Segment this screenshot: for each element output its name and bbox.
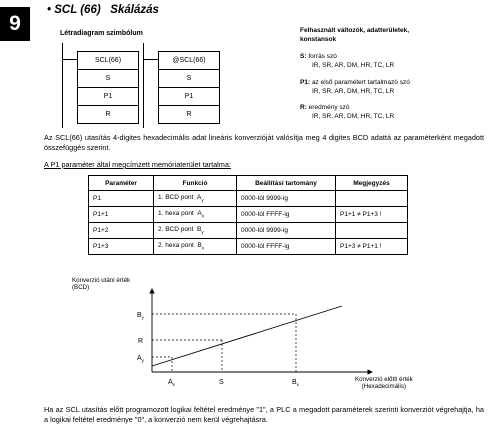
ladder-cell-s: S [78, 70, 138, 88]
cell-function: 1. hexa pont $A_x$ [154, 207, 237, 223]
cell-range: 0000-tól FFFF-ig [237, 207, 336, 223]
ladder-cell-r: R [159, 106, 219, 124]
variable-desc: az első paramétert tartalmazó szó [311, 78, 410, 86]
cell-range: 0000-tól 9999-ig [237, 191, 336, 207]
execution-condition-paragraph: Ha az SCL utasítás előtt programozott logikai feltétel eredménye "1", a PLC a megadott paraméterek szerinti konverziót végrehajtja, ha a logikai feltétel eredménye "0", a konverzió nem kerül végrehajtásra. [44, 405, 484, 424]
cell-note: P1+3 ≠ P1+1 ! [336, 239, 408, 255]
cell-function: 2. hexa pont $B_x$ [154, 239, 237, 255]
page-number-tab: 9 [0, 7, 30, 41]
cell-param: P1 [89, 191, 154, 207]
cell-range: 0000-tól 9999-ig [237, 223, 336, 239]
variables-heading: Felhasznált változók, adatterületek, konstansok [300, 27, 410, 43]
ladder-cell-instruction: @SCL(66) [159, 52, 219, 70]
column-header: Megjegyzés [336, 176, 408, 191]
cell-range: 0000-tól FFFF-ig [237, 239, 336, 255]
ladder-heading: Létradiagram szimbólum [60, 30, 143, 37]
column-header: Funkció [154, 176, 237, 191]
heading-name: Skálázás [110, 4, 159, 16]
variable-desc: forrás szó [308, 53, 337, 61]
x-label-bx: $B_x$ [292, 379, 299, 387]
y-label-r: R [138, 338, 144, 345]
cell-param: P1+2 [89, 223, 154, 239]
cell-function: 2. BCD pont $B_y$ [154, 223, 237, 239]
variable-areas: IR, SR, AR, DM, HR, TC, LR [312, 62, 395, 70]
variable-desc: eredmény szó [308, 104, 350, 112]
cell-param: P1+3 [89, 239, 154, 255]
cell-note: P1+1 ≠ P1+3 ! [336, 207, 408, 223]
x-axis-caption: Konverzió előtti érték (Hexadecimális) [355, 376, 413, 391]
ladder-cell-p1: P1 [78, 88, 138, 106]
column-header: Paraméter [89, 176, 154, 191]
cell-function: 1. BCD pont $A_y$ [154, 191, 237, 207]
x-label-s: S [219, 379, 224, 386]
ladder-cell-instruction: SCL(66) [78, 52, 138, 70]
variable-areas: IR, SR, AR, DM, HR, TC, LR [312, 112, 395, 120]
variable-label: R: [300, 104, 307, 112]
variable-label: P1: [300, 78, 311, 86]
heading-bullet: • [47, 4, 52, 16]
y-axis-caption: Konverzió utáni érték (BCD) [72, 277, 131, 292]
column-header: Beállítási tartomány [237, 176, 336, 191]
param-area-title: A P1 paraméter által megcímzett memóriaterület tartalma: [44, 160, 231, 169]
variable-areas: IR, SR, AR, DM, HR, TC, LR [312, 87, 395, 95]
x-label-ax: $A_x$ [168, 379, 175, 387]
y-label-ay: $A_y$ [137, 355, 144, 363]
cell-param: P1+1 [89, 207, 154, 223]
ladder-cell-p1: P1 [159, 88, 219, 106]
y-label-by: $B_y$ [137, 312, 144, 320]
ladder-cell-s: S [159, 70, 219, 88]
ladder-cell-r: R [78, 106, 138, 124]
variable-label: S: [300, 53, 307, 61]
intro-paragraph: Az SCL(66) utasítás 4-digites hexadecimális adat lineáris konverzióját valósítja meg 4 digites BCD adattá az paraméterként megadott összefüggés szerint. [44, 133, 484, 152]
heading-code: SCL (66) [54, 4, 101, 16]
conversion-line [152, 306, 342, 366]
